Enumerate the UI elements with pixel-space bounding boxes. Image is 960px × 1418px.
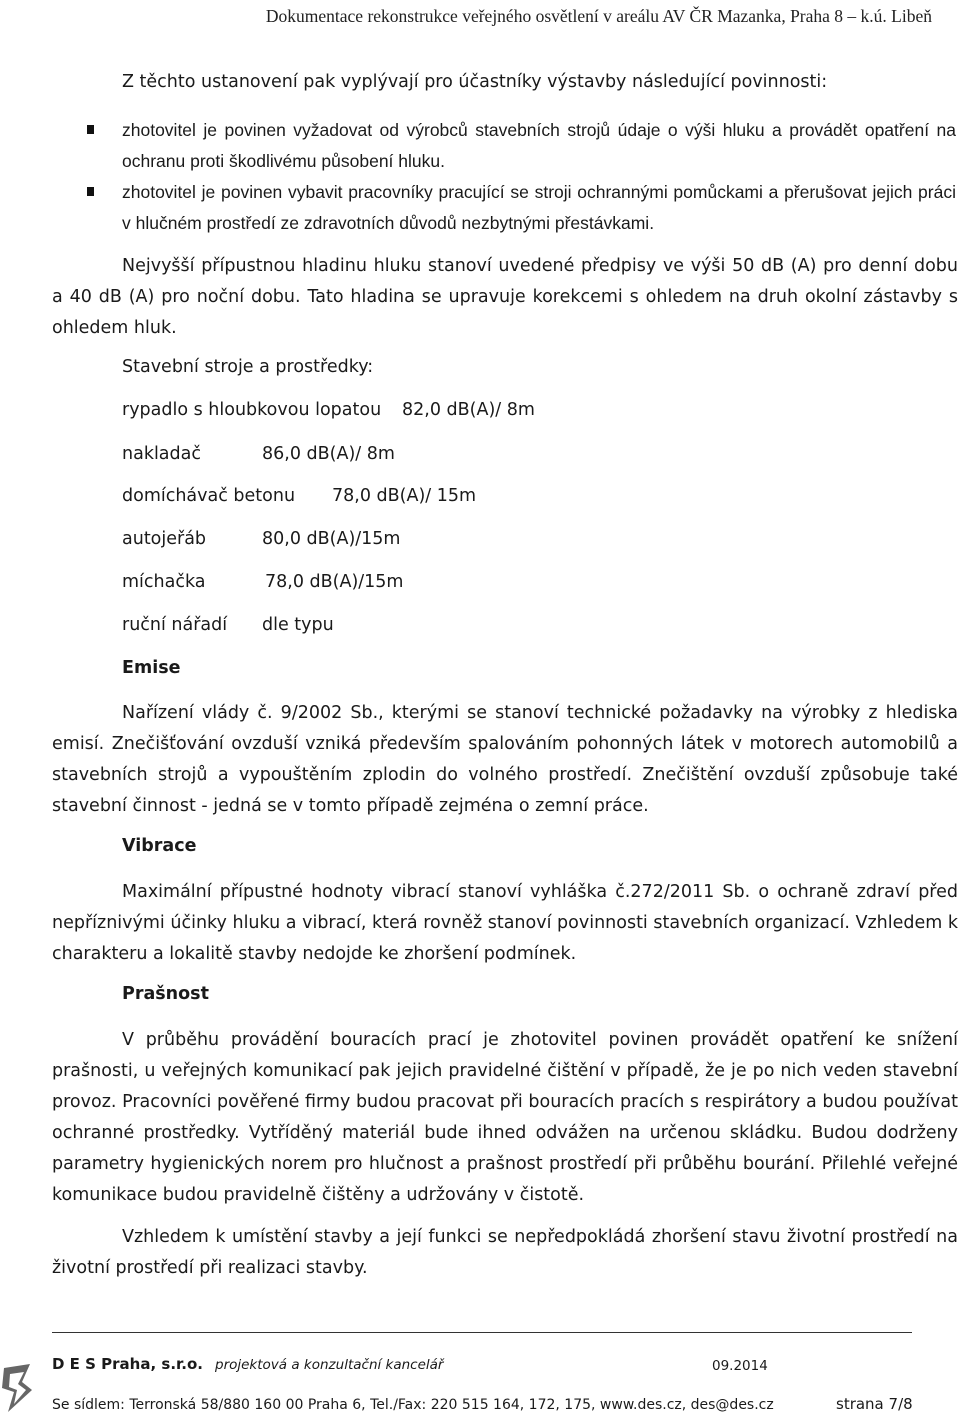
machine-value: 80,0 dB(A)/15m <box>262 529 401 549</box>
machine-name: domíchávač betonu <box>122 486 296 506</box>
bullet-square-icon <box>87 125 94 134</box>
bullet-item: zhotovitel je povinen vybavit pracovníky pracující se stroji ochrannými pomůckami a přerušovat jejich práci v hlučném prostředí ze zdravotních důvodů nezbytnými přestávkami. <box>122 182 956 233</box>
machine-value: 86,0 dB(A)/ 8m <box>262 444 395 464</box>
machine-name: autojeřáb <box>122 529 207 549</box>
section-heading-emise: Emise <box>122 658 181 678</box>
vibrace-paragraph: Maximální přípustné hodnoty vibrací stanoví vyhláška č.272/2011 Sb. o ochraně zdraví před nepříznivými účinky hluku a vibrací, která rovněž stanoví povinnosti stavebních organizací. Vzhledem k charakteru a lokalitě stavby nedojde ke zhoršení podmínek. <box>52 882 958 964</box>
section-heading-prasnost: Prašnost <box>122 984 209 1004</box>
intro-text: Z těchto ustanovení pak vyplývají pro účastníky výstavby následující povinnosti: <box>122 72 828 92</box>
conclusion-paragraph: Vzhledem k umístění stavby a její funkci se nepředpokládá zhoršení stavu životní prostředí na životní prostředí při realizaci stavby. <box>52 1227 958 1278</box>
section-heading-vibrace: Vibrace <box>122 836 197 856</box>
emise-paragraph: Nařízení vlády č. 9/2002 Sb., kterými se stanoví technické požadavky na výrobky z hlediska emisí. Znečišťování ovzduší vzniká především spalováním pohonných látek v motorech automobilů a stavebních strojů a vypouštěním zplodin do volného prostředí. Znečištění ovzduší způsobuje také stavební činnost - jedná se v tomto případě zejména o zemní práce. <box>52 703 958 816</box>
bullet-item: zhotovitel je povinen vyžadovat od výrobců stavebních strojů údaje o výši hluku a provádět opatření na ochranu proti škodlivému působení hluku. <box>122 120 956 171</box>
footer-address: Se sídlem: Terronská 58/880 160 00 Praha 6, Tel./Fax: 220 515 164, 172, 175, www.des.cz, des@des.cz <box>52 1397 774 1413</box>
machines-title: Stavební stroje a prostředky: <box>122 357 374 377</box>
footer-page-number: strana 7/8 <box>836 1395 913 1413</box>
des-logo-icon <box>0 1360 36 1416</box>
machine-name: ruční nářadí <box>122 615 228 635</box>
machine-value: dle typu <box>262 615 334 635</box>
page-header: Dokumentace rekonstrukce veřejného osvětlení v areálu AV ČR Mazanka, Praha 8 – k.ú. Libeň <box>265 6 932 26</box>
noise-paragraph: Nejvyšší přípustnou hladinu hluku stanoví uvedené předpisy ve výši 50 dB (A) pro denní dobu a 40 dB (A) pro noční dobu. Tato hladina se upravuje korekcemi s ohledem na druh okolní zástavby s ohledem hluk. <box>52 256 958 338</box>
footer-company: D E S Praha, s.r.o. <box>52 1355 203 1373</box>
footer-date: 09.2014 <box>712 1358 768 1374</box>
footer-divider <box>52 1332 912 1333</box>
prasnost-paragraph: V průběhu provádění bouracích prací je zhotovitel povinen provádět opatření ke snížení prašnosti, u veřejných komunikací pak jejich pravidelné čištění v případě, že je po nich veden stavební provoz. Pracovníci pověřené firmy budou pracovat při bouracích pracích s respirátory a budou používat ochranné prostředky. Vytříděný materiál bude ihned odvážen na určenou skládku. Budou dodrženy parametry hygienických norem pro hlučnost a prašnost prostředí při průběhu bourání. Přilehlé veřejné komunikace budou pravidelně čištěny a udržovány v čistotě. <box>52 1030 958 1205</box>
machine-value: 78,0 dB(A)/ 15m <box>332 486 477 506</box>
machine-value: 78,0 dB(A)/15m <box>265 572 404 592</box>
machine-name: míchačka <box>122 572 206 592</box>
bullet-square-icon <box>87 187 94 196</box>
machine-name: rypadlo s hloubkovou lopatou <box>122 400 382 420</box>
machine-name: nakladač <box>122 444 201 464</box>
footer-subtitle: projektová a konzultační kancelář <box>215 1357 444 1373</box>
machine-value: 82,0 dB(A)/ 8m <box>402 400 535 420</box>
